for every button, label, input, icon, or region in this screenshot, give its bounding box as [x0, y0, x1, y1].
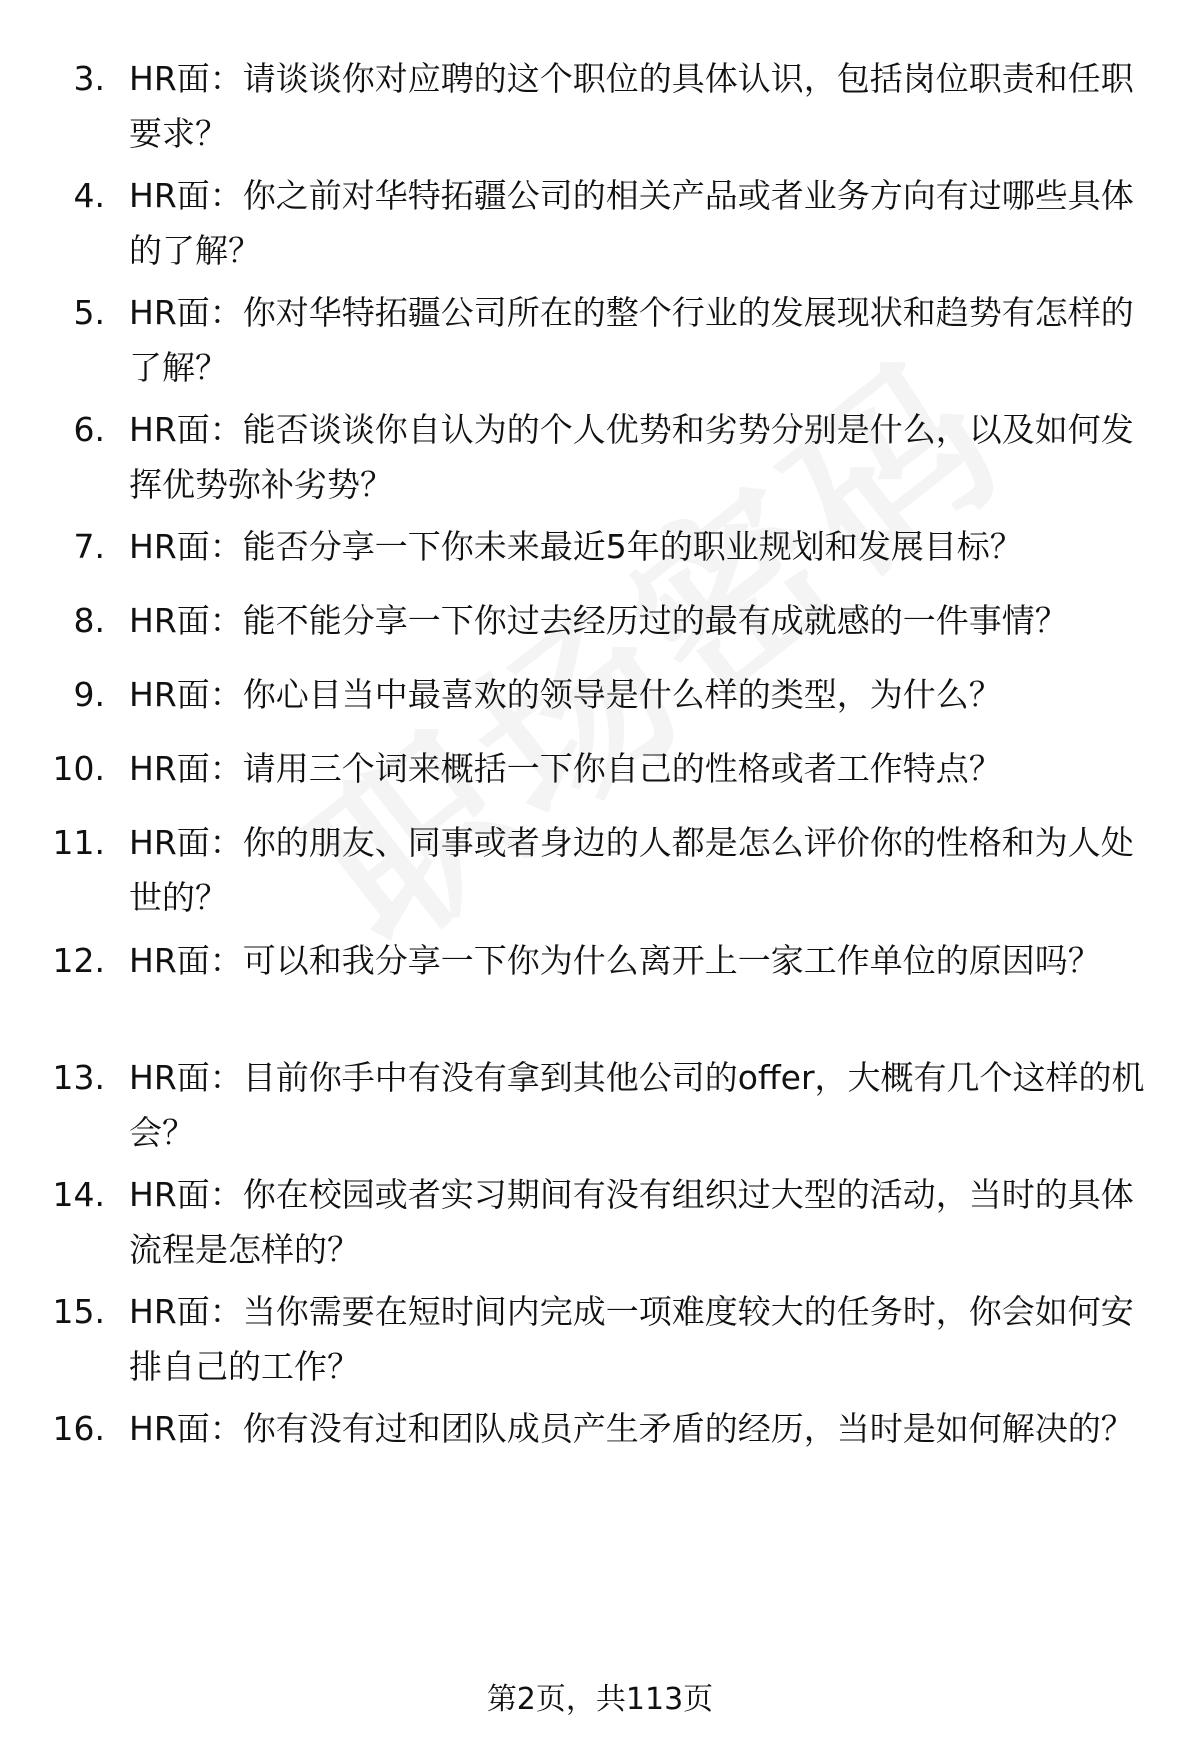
- question-text: HR面：能否分享一下你未来最近5年的职业规划和发展目标？: [129, 527, 1023, 566]
- question-text: HR面：你有没有过和团队成员产生矛盾的经历，当时是如何解决的？: [129, 1409, 1134, 1448]
- question-number: 14.: [52, 1175, 105, 1214]
- question-number: 6.: [73, 410, 105, 449]
- question-number: 7.: [73, 527, 105, 566]
- question-number: 16.: [52, 1409, 105, 1448]
- question-number: 3.: [73, 59, 105, 98]
- question-text: HR面：你在校园或者实习期间有没有组织过大型的活动，当时的具体流程是怎样的？: [129, 1175, 1134, 1269]
- question-text: HR面：可以和我分享一下你为什么离开上一家工作单位的原因吗？: [129, 941, 1101, 980]
- question-text: HR面：当你需要在短时间内完成一项难度较大的任务时，你会如何安排自己的工作？: [129, 1292, 1134, 1386]
- question-text: HR面：能不能分享一下你过去经历过的最有成就感的一件事情？: [129, 601, 1068, 640]
- question-number: 9.: [73, 675, 105, 714]
- question-number: 8.: [73, 601, 105, 640]
- question-number: 12.: [52, 941, 105, 980]
- question-number: 4.: [73, 176, 105, 215]
- question-number: 15.: [52, 1292, 105, 1331]
- question-text: HR面：能否谈谈你自认为的个人优势和劣势分别是什么，以及如何发挥优势弥补劣势？: [129, 410, 1134, 504]
- question-text: HR面：你之前对华特拓疆公司的相关产品或者业务方向有过哪些具体的了解？: [129, 176, 1134, 270]
- question-number: 10.: [52, 749, 105, 788]
- question-text: HR面：请用三个词来概括一下你自己的性格或者工作特点？: [129, 749, 1002, 788]
- question-number: 11.: [52, 823, 105, 862]
- question-number: 13.: [52, 1058, 105, 1097]
- question-text: HR面：请谈谈你对应聘的这个职位的具体认识，包括岗位职责和任职要求？: [129, 59, 1134, 153]
- question-text: HR面：你的朋友、同事或者身边的人都是怎么评价你的性格和为人处世的？: [129, 823, 1134, 917]
- question-text: HR面：你心目当中最喜欢的领导是什么样的类型，为什么？: [129, 675, 1002, 714]
- question-text: HR面：你对华特拓疆公司所在的整个行业的发展现状和趋势有怎样的了解？: [129, 293, 1134, 387]
- question-number: 5.: [73, 293, 105, 332]
- question-text: HR面：目前你手中有没有拿到其他公司的offer，大概有几个这样的机会？: [129, 1058, 1145, 1152]
- page-number: 第2页，共113页: [486, 1682, 714, 1717]
